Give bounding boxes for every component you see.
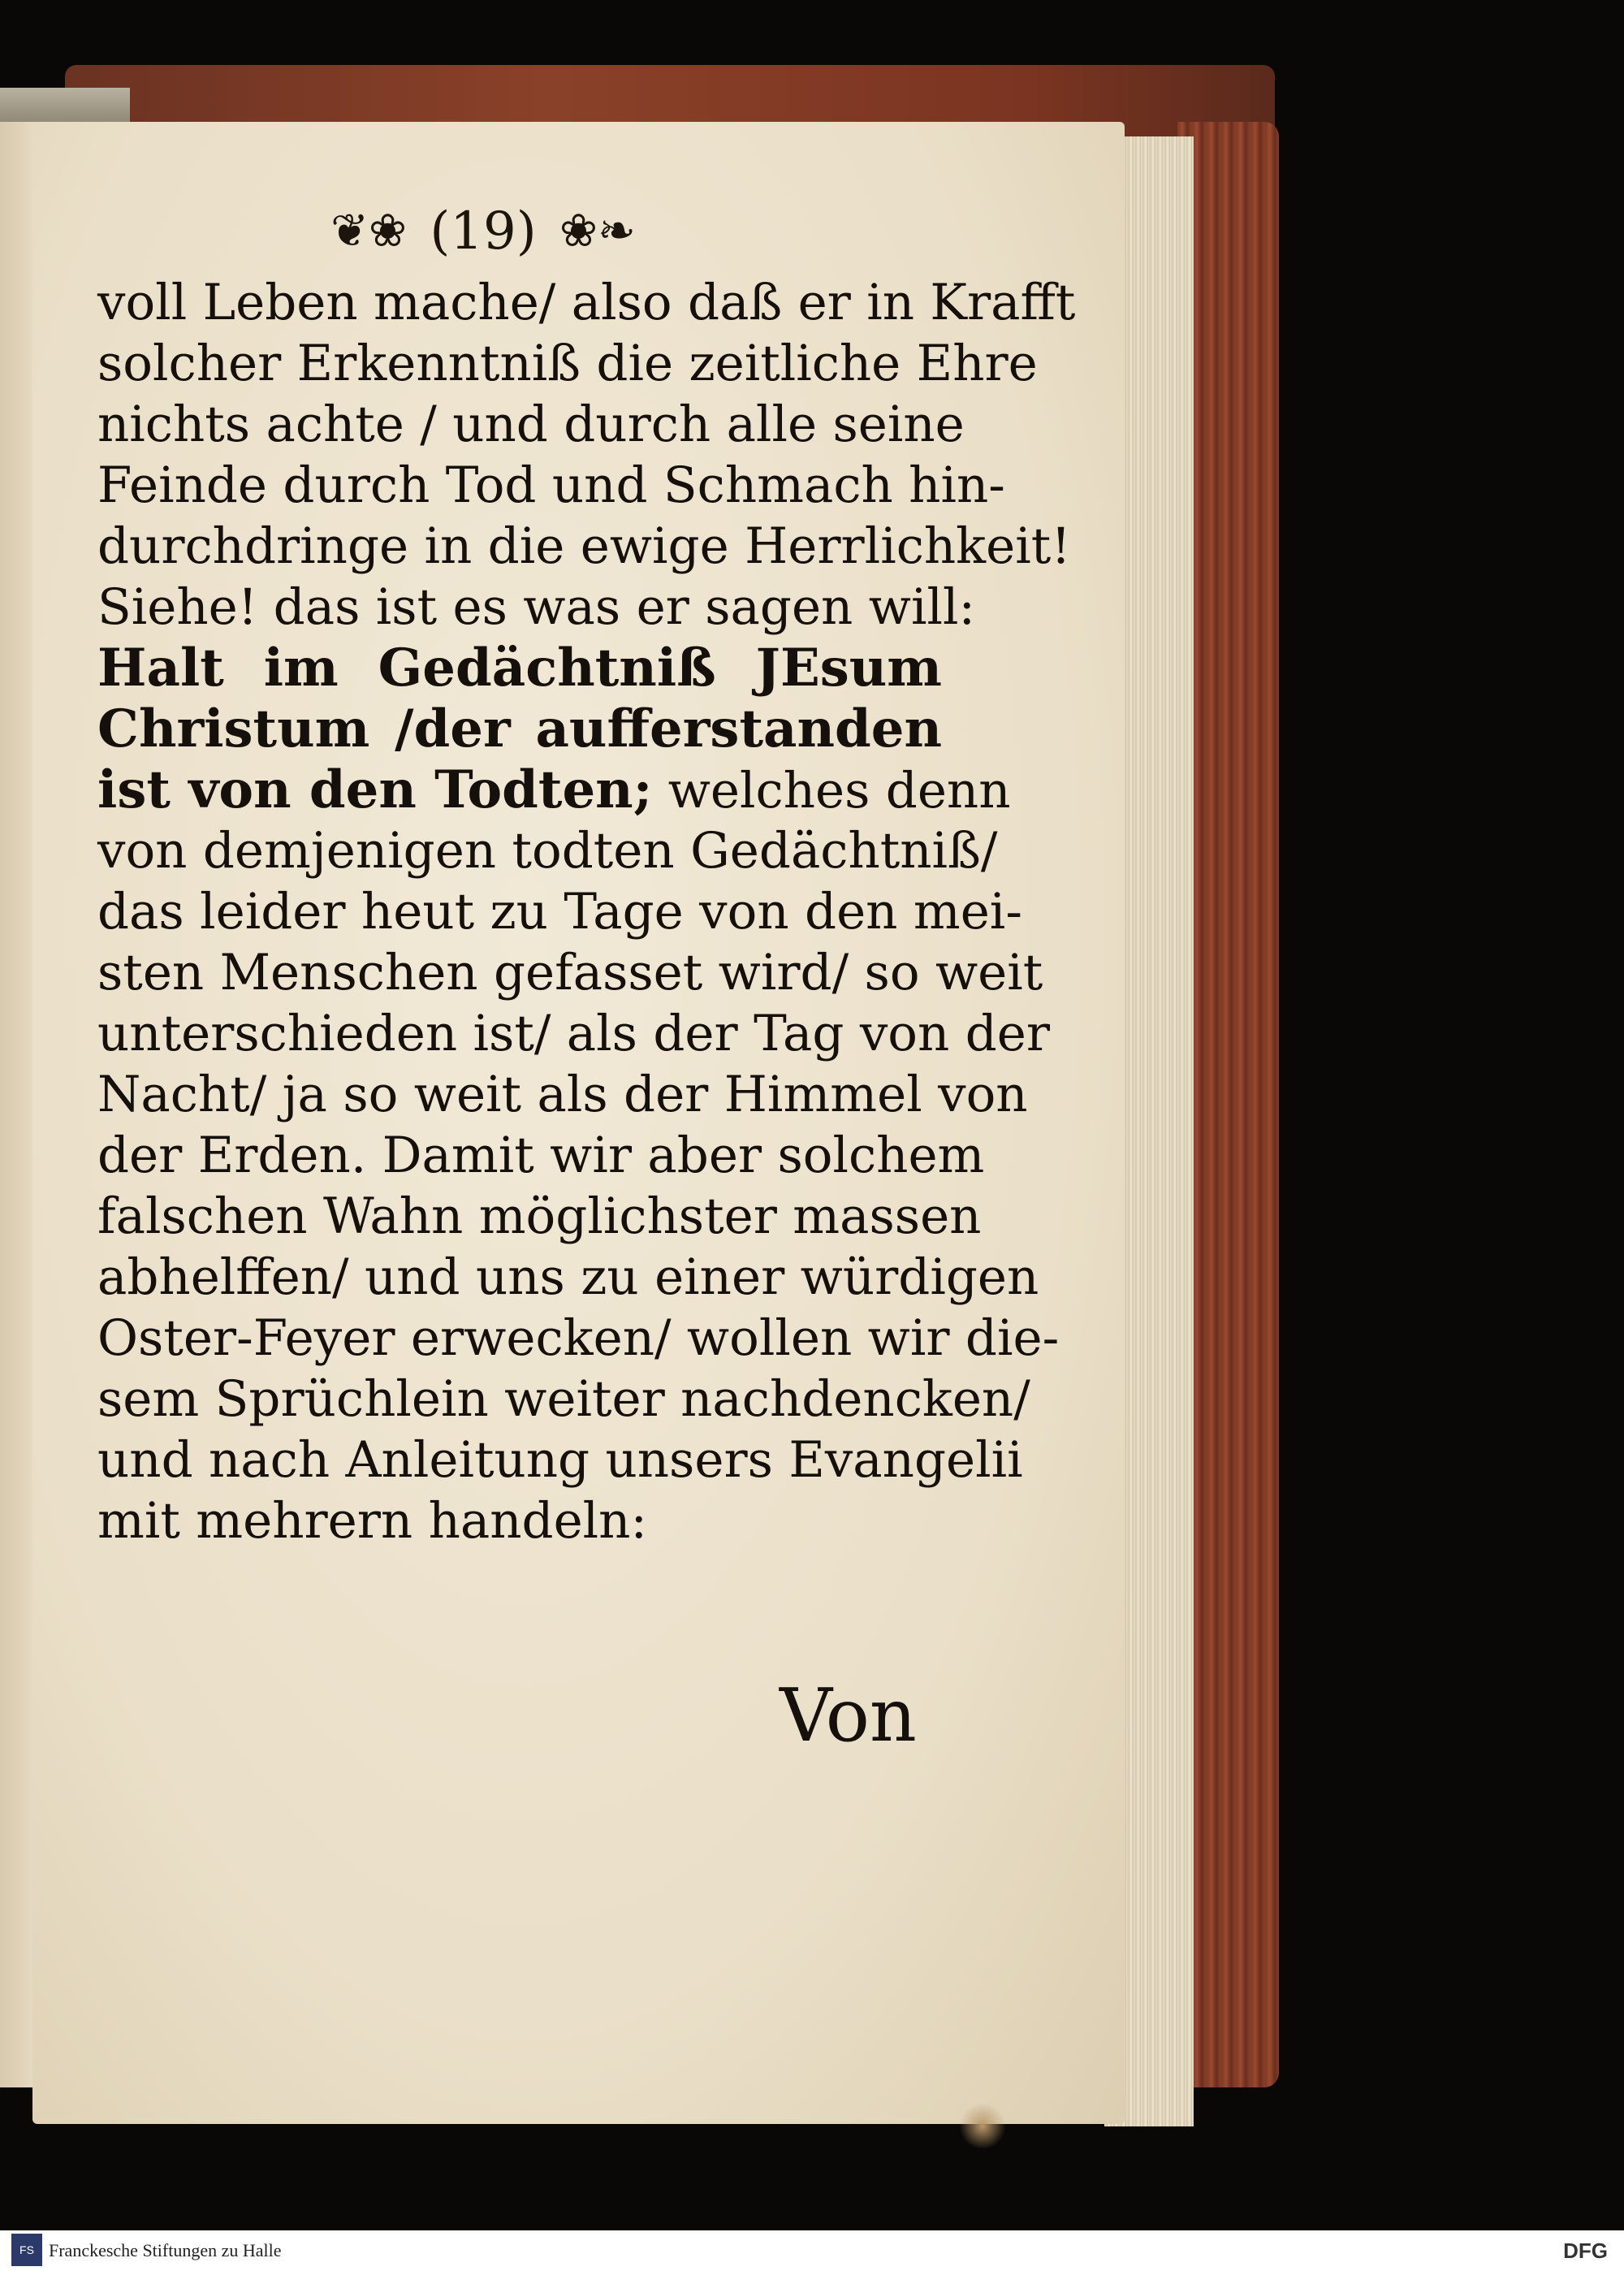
page-number: (19) [430, 201, 537, 262]
institution-logo-icon: FS [11, 2234, 42, 2266]
text-line: mit mehrern handeln: [97, 1492, 648, 1550]
text-line-emphasis: Halt im Gedächtniß JEsum [97, 638, 942, 699]
catchword: Von [780, 1673, 917, 1758]
text-line: von demjenigen todten Gedächtniß/ [97, 822, 998, 880]
text-line: solcher Erkenntniß die zeitliche Ehre [97, 335, 1038, 392]
text-line-mixed [97, 759, 1011, 820]
body-text [97, 272, 1076, 1551]
text-line: falschen Wahn möglichster massen [97, 1187, 982, 1245]
text-line: Siehe! das ist es was er sagen will: [97, 578, 976, 636]
text-line: durchdringe in die ewige Herrlichkeit! [97, 517, 1071, 575]
text-line: der Erden. Damit wir aber solchem [97, 1127, 985, 1184]
page-stain [958, 2104, 1007, 2148]
text-line: unterschieden ist/ als der Tag von der [97, 1005, 1050, 1062]
text-line: sten Menschen gefasset wird/ so weit [97, 944, 1043, 1001]
text-line: Oster-Feyer erwecken/ wollen wir die- [97, 1309, 1060, 1367]
ornament-left-icon: ❦❀ [330, 205, 407, 257]
text-line: nichts achte / und durch alle seine [97, 396, 965, 453]
text-fragment: welches denn [667, 762, 1011, 820]
ornament-right-icon: ❀❧ [559, 205, 636, 257]
text-line: voll Leben mache/ also daß er in Krafft [97, 274, 1076, 331]
text-line: das leider heut zu Tage von den mei- [97, 883, 1022, 941]
text-line: Nacht/ ja so weit als der Himmel von [97, 1066, 1028, 1123]
text-line-emphasis: Christum /der aufferstanden [97, 699, 942, 759]
text-line: sem Sprüchlein weiter nachdencken/ [97, 1370, 1030, 1428]
footer-bar [0, 2230, 1624, 2271]
emphasis-fragment: ist von den Todten; [97, 759, 653, 820]
funder-logo[interactable]: DFG [1563, 2239, 1608, 2263]
text-line: und nach Anleitung unsers Evangelii [97, 1431, 1023, 1489]
text-line: abhelffen/ und uns zu einer würdigen [97, 1248, 1039, 1306]
text-line: Feinde durch Tod und Schmach hin- [97, 456, 1005, 514]
page-header [0, 197, 966, 262]
institution-name[interactable]: Franckesche Stiftungen zu Halle [49, 2240, 282, 2260]
